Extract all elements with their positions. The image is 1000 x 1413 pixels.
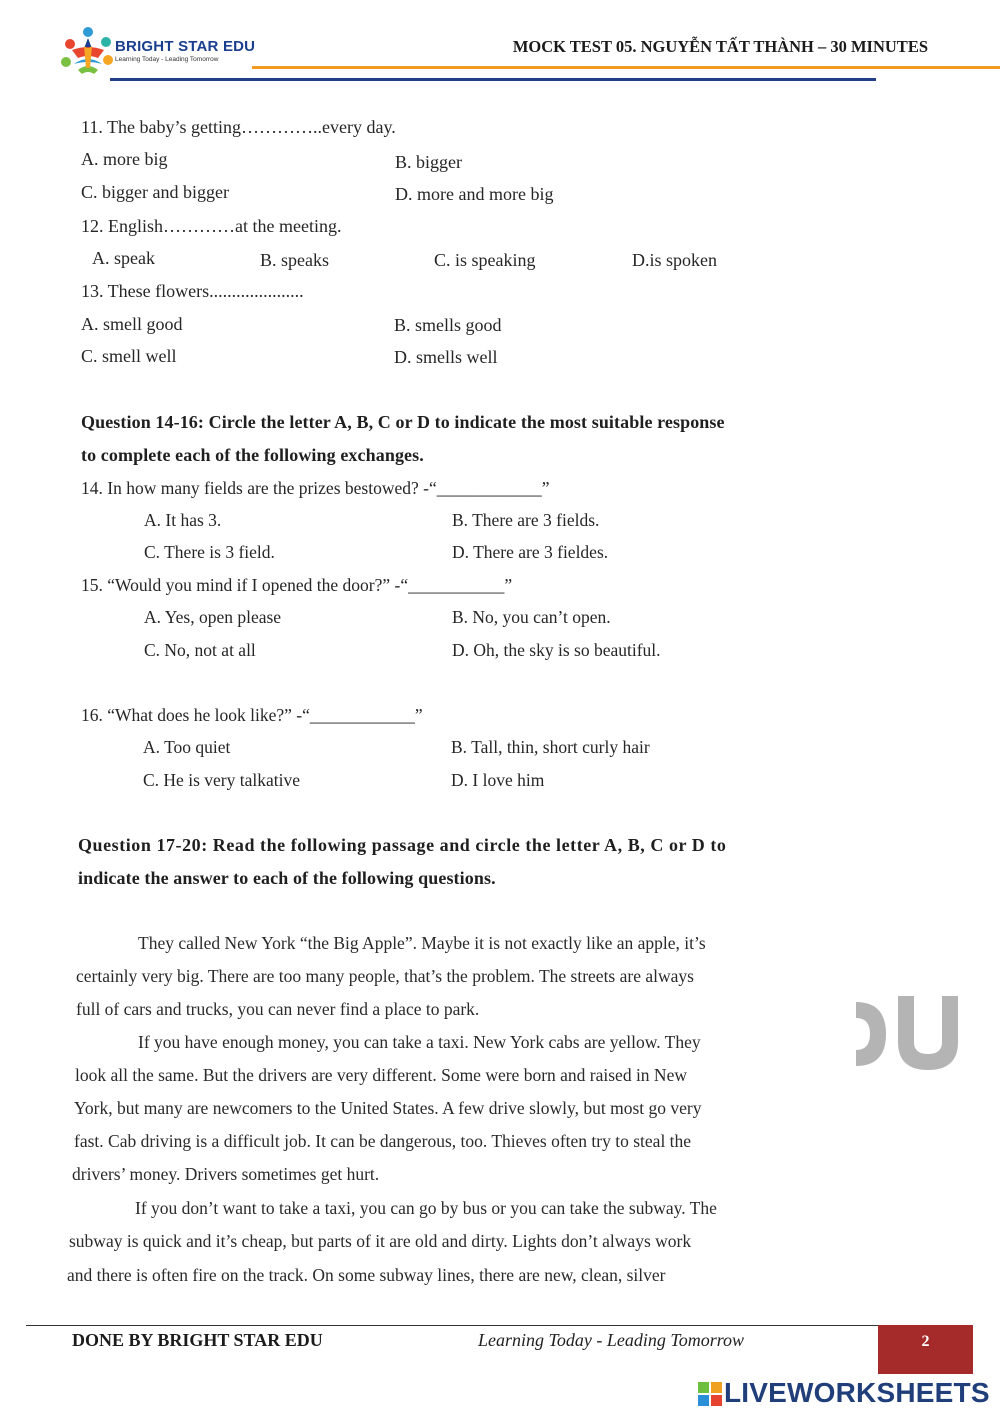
- question-11-option-c[interactable]: C. bigger and bigger: [81, 182, 229, 202]
- passage-line-2: certainly very big. There are too many people, that’s the problem. The streets are always: [76, 966, 694, 986]
- liveworksheets-logo-icon: [698, 1382, 722, 1406]
- question-13-option-c[interactable]: C. smell well: [81, 346, 177, 366]
- question-15-option-c[interactable]: C. No, not at all: [144, 640, 256, 660]
- question-14-option-c[interactable]: C. There is 3 field.: [144, 542, 275, 562]
- question-12-stem: 12. English…………at the meeting.: [81, 216, 342, 236]
- passage-line-4: If you have enough money, you can take a taxi. New York cabs are yellow. They: [138, 1032, 701, 1052]
- footer-rule: [26, 1325, 878, 1326]
- question-14-option-a[interactable]: A. It has 3.: [144, 510, 222, 530]
- question-15-option-b[interactable]: B. No, you can’t open.: [452, 607, 611, 627]
- question-12-option-a[interactable]: A. speak: [92, 248, 155, 268]
- question-14-option-d[interactable]: D. There are 3 fieldes.: [452, 542, 609, 562]
- question-11-option-b[interactable]: B. bigger: [395, 152, 462, 172]
- watermark-ou: [856, 994, 966, 1074]
- passage-line-3: full of cars and trucks, you can never find a place to park.: [76, 999, 480, 1019]
- header-blue-rule: [110, 78, 876, 81]
- section-14-16-instruction-line-1: Question 14-16: Circle the letter A, B, C or D to indicate the most suitable response: [81, 412, 725, 432]
- passage-line-5: look all the same. But the drivers are very different. Some were born and raised in New: [75, 1065, 687, 1085]
- passage-line-1: They called New York “the Big Apple”. Maybe it is not exactly like an apple, it’s: [138, 933, 706, 953]
- brand-tagline: Learning Today - Leading Tomorrow: [115, 56, 219, 63]
- question-12-option-d[interactable]: D.is spoken: [632, 250, 717, 270]
- passage-line-7: fast. Cab driving is a difficult job. It can be dangerous, too. Thieves often try to steal the: [74, 1131, 692, 1151]
- passage-line-6: York, but many are newcomers to the United States. A few drive slowly, but most go very: [74, 1098, 702, 1118]
- passage-line-9: If you don’t want to take a taxi, you can go by bus or you can take the subway. The: [135, 1198, 717, 1218]
- question-13-stem: 13. These flowers.....................: [81, 281, 304, 301]
- question-16-stem: 16. “What does he look like?” -“____________”: [81, 705, 423, 725]
- brand-name: BRIGHT STAR EDU: [115, 38, 256, 55]
- question-13-option-d[interactable]: D. smells well: [394, 347, 498, 367]
- question-15-stem: 15. “Would you mind if I opened the door?” -“___________”: [81, 575, 513, 595]
- section-17-20-instruction-line-1: Question 17-20: Read the following passage and circle the letter A, B, C or D to: [78, 835, 727, 855]
- question-14-stem: 14. In how many fields are the prizes bestowed? -“____________”: [81, 478, 550, 498]
- question-11-option-d[interactable]: D. more and more big: [395, 184, 554, 204]
- question-14-option-b[interactable]: B. There are 3 fields.: [452, 510, 600, 530]
- section-14-16-instruction-line-2: to complete each of the following exchanges.: [81, 445, 424, 465]
- question-13-option-a[interactable]: A. smell good: [81, 314, 183, 334]
- question-11-option-a[interactable]: A. more big: [81, 149, 168, 169]
- header-orange-rule: [252, 66, 1000, 69]
- page-number: 2: [921, 1333, 930, 1350]
- liveworksheets-wordmark[interactable]: LIVEWORKSHEETS: [724, 1377, 990, 1408]
- question-12-option-b[interactable]: B. speaks: [260, 250, 329, 270]
- question-16-option-b[interactable]: B. Tall, thin, short curly hair: [451, 737, 650, 757]
- question-15-option-a[interactable]: A. Yes, open please: [144, 607, 282, 627]
- passage-line-8: drivers’ money. Drivers sometimes get hurt.: [72, 1164, 380, 1184]
- question-12-option-c[interactable]: C. is speaking: [434, 250, 536, 270]
- passage-line-11: and there is often fire on the track. On some subway lines, there are new, clean, silver: [67, 1265, 666, 1285]
- page-title: MOCK TEST 05. NGUYỄN TẤT THÀNH – 30 MINUTES: [512, 37, 928, 56]
- footer-credit: DONE BY BRIGHT STAR EDU: [72, 1330, 323, 1350]
- passage-line-10: subway is quick and it’s cheap, but parts of it are old and dirty. Lights don’t always work: [69, 1231, 692, 1251]
- question-16-option-c[interactable]: C. He is very talkative: [143, 770, 300, 790]
- section-17-20-instruction-line-2: indicate the answer to each of the following questions.: [78, 868, 496, 888]
- footer-slogan: Learning Today - Leading Tomorrow: [478, 1330, 745, 1350]
- question-11-stem: 11. The baby’s getting…………..every day.: [81, 117, 396, 137]
- question-16-option-d[interactable]: D. I love him: [451, 770, 545, 790]
- question-13-option-b[interactable]: B. smells good: [394, 315, 502, 335]
- question-15-option-d[interactable]: D. Oh, the sky is so beautiful.: [452, 640, 661, 660]
- question-16-option-a[interactable]: A. Too quiet: [143, 737, 231, 757]
